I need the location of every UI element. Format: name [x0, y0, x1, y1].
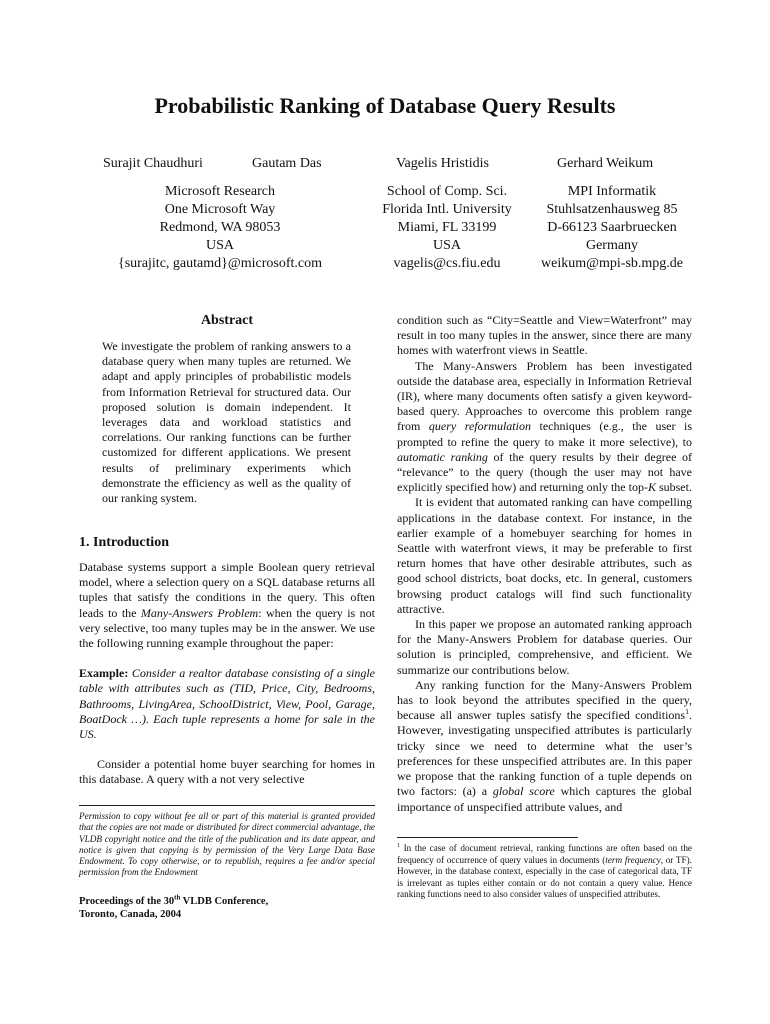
affiliation-line: Stuhlsatzenhausweg 85	[546, 202, 678, 217]
right-column-body	[397, 313, 692, 815]
body-paragraph: condition such as “City=Seattle and View=Waterfront” may result in too many tuples in the answer, since there are many homes with waterfront views in Seattle.	[397, 313, 692, 358]
author-name: Surajit Chaudhuri	[103, 156, 203, 171]
affiliation-line: Redmond, WA 98053	[159, 220, 281, 235]
affiliation-line: Microsoft Research	[164, 184, 276, 199]
affiliation-line: One Microsoft Way	[164, 202, 276, 217]
author-name: Gerhard Weikum	[557, 156, 654, 171]
intro-paragraph: Database systems support a simple Boolean query retrieval model, where a selection query on a SQL database returns all tuples that satisfy the conditions in the query. This often leads to the Many-Answers Problem: when the query is not very selective, too many tuples may be in the answer. We use the following running example throughout the paper:	[79, 560, 375, 651]
body-paragraph: The Many-Answers Problem has been investigated outside the database area, especially in Information Retrieval (IR), where many documents often satisfy a given keyword-based query. Approaches to overcome this problem range from query reformulation techniques (e.g., the user is prompted to refine the query to make it more selective), to automatic ranking of the query results by their degree of “relevance” to the query (though the user may not have explicitly specified how) and returning only the top-K subset.	[397, 358, 692, 495]
abstract-text: We investigate the problem of ranking answers to a database query when many tuples are returned. We adapt and apply principles of probabilistic models from Information Retrieval for structured data. Our proposed solution is domain independent. It leverages data and workload statistics and correlations. Our ranking functions can be further customized for different applications. We present results of preliminary experiments which demonstrate the efficiency as well as the quality of our ranking system.	[102, 339, 351, 506]
affiliation-line: D-66123 Saarbruecken	[547, 220, 677, 235]
affiliation-line: School of Comp. Sci.	[386, 184, 508, 199]
affiliation-line: Germany	[585, 238, 639, 253]
footnote: $^1$ In the case of document retrieval, ranking functions are often based on the frequency of occurrence of query values in documents (term frequency, or TF). However, in the database context, especially in the case of categorical data, TF is irrelevant as tuples either contain or do not contain a query value. Hence ranking functions need to also consider values of unspecified attributes.	[397, 842, 692, 900]
affiliation-fiu	[367, 183, 527, 273]
affiliation-email: weikum@mpi-sb.mpg.de	[541, 256, 683, 271]
affiliation-line: USA	[205, 238, 234, 253]
affiliation-email: {surajitc, gautamd}@microsoft.com	[117, 256, 322, 271]
author-name: Gautam Das	[252, 156, 322, 171]
affiliation-email: vagelis@cs.fiu.edu	[393, 256, 501, 271]
intro-paragraph: Consider a potential home buyer searching for homes in this database. A query with a not very selective	[79, 757, 375, 787]
affiliation-microsoft	[95, 183, 345, 273]
body-paragraph: It is evident that automated ranking can have compelling applications in the database context. For instance, in the earlier example of a homebuyer searching for homes in Seattle with waterfront views, it may be preferable to first return homes that have other desirable attributes, such as good school districts, boat docks, etc. In general, customers browsing product catalogs will find such functionality attractive.	[397, 495, 692, 616]
affiliation-line: MPI Informatik	[567, 184, 657, 199]
intro-body	[79, 560, 375, 788]
body-paragraph: In this paper we propose an automated ranking approach for the Many-Answers Problem for database queries. Our solution is principled, comprehensive, and efficient. We summarize our contributions below.	[397, 617, 692, 677]
author-name: Vagelis Hristidis	[396, 156, 489, 171]
proceedings-info: Proceedings of the 30th VLDB Conference, Toronto, Canada, 2004	[79, 894, 269, 920]
section-heading: 1. Introduction	[79, 535, 169, 550]
example-paragraph: Example: Consider a realtor database consisting of a single table with attributes such as (TID, Price, City, Bedrooms, Bathrooms, LivingArea, SchoolDistrict, View, Pool, Garage, BoatDock …). Each tuple represents a home for sale in the US.	[79, 666, 375, 742]
affiliation-line: USA	[432, 238, 461, 253]
permission-notice: Permission to copy without fee all or part of this material is granted provided that the copies are not made or distributed for direct commercial advantage, the VLDB copyright notice and the title of the publication and its date appear, and notice is given that copying is by permission of the Very Large Data Base Endowment. To copy otherwise, or to republish, requires a fee and/or special permission from the Endowment	[79, 811, 375, 878]
body-paragraph: Any ranking function for the Many-Answers Problem has to look beyond the attributes specified in the query, because all answer tuples satisfy the specified conditions$^1$. However, investigating unspecified attributes is particularly tricky since we need to determine what the user’s preferences for these unspecified attributes are. In this paper we propose that the ranking function of a tuple depends on two factors: (a) a global score which captures the global importance of unspecified attribute values, and	[397, 677, 692, 814]
affiliation-line: Miami, FL 33199	[397, 220, 497, 235]
footnote-divider	[397, 837, 578, 838]
affiliation-mpi	[527, 183, 697, 273]
affiliation-line: Florida Intl. University	[382, 202, 512, 217]
paper-title: Probabilistic Ranking of Database Query Results	[154, 93, 616, 118]
footnote-divider	[79, 805, 375, 806]
abstract-heading: Abstract	[200, 313, 254, 328]
